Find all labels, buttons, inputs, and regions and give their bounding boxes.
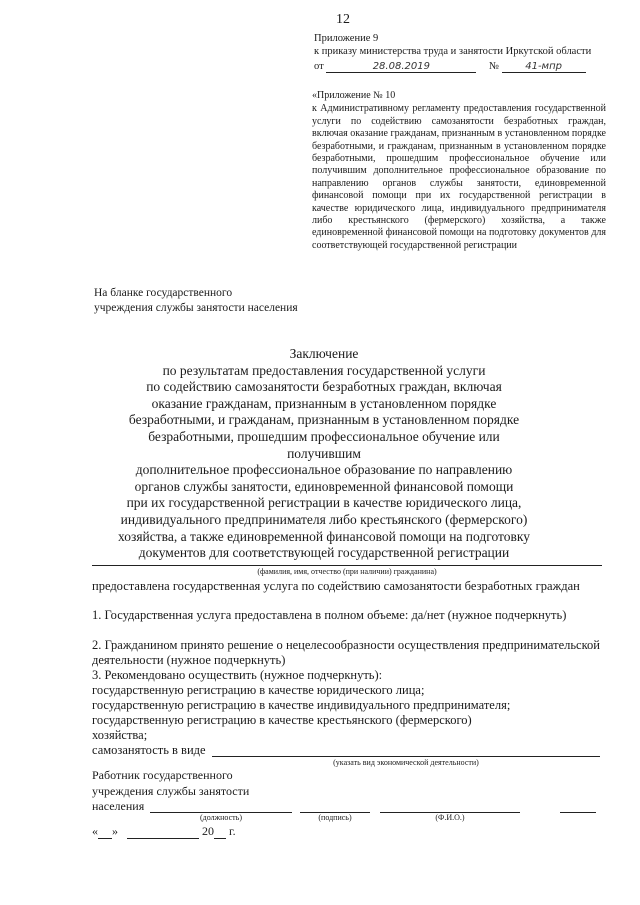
self-employment-label: самозанятость в виде — [92, 743, 206, 757]
annex-10-header — [312, 90, 606, 252]
title-line: документов для соответствующей государственной регистрации — [138, 545, 510, 561]
provided-text: предоставлена государственная услуга по содействию самозанятости безработных граждан — [92, 579, 580, 593]
title-line: индивидуального предпринимателя либо крестьянского (фермерского) — [120, 511, 528, 527]
year-prefix: 20 — [202, 824, 214, 838]
fio-line — [92, 565, 602, 566]
option-farm-cont: хозяйства; — [92, 728, 148, 742]
annex-9-date-row — [314, 60, 614, 73]
title-line: Заключение — [289, 346, 359, 361]
annex-10-title: «Приложение № 10 — [312, 90, 396, 101]
day-field — [98, 827, 112, 839]
fio-caption: (фамилия, имя, отчество (при наличии) гражданина) — [257, 567, 437, 576]
document-title — [110, 346, 538, 562]
title-line: по результатам предоставления государственной услуги — [162, 362, 486, 378]
position-caption: (должность) — [200, 813, 242, 822]
title-line: безработными, прошедшим профессиональное обучение или получившим — [148, 428, 500, 461]
title-line: безработными, и гражданам, признанным в установленном порядке — [128, 412, 520, 428]
letterhead-line-1: На бланке государственного — [94, 287, 233, 299]
extra-line — [560, 812, 596, 813]
option-farm: государственную регистрацию в качестве крестьянского (фермерского) — [92, 713, 472, 727]
option-legal-entity: государственную регистрацию в качестве юридического лица; — [92, 683, 425, 697]
fio-signature-caption: (Ф.И.О.) — [435, 813, 465, 822]
title-line: хозяйства, а также единовременной финансовой помощи на подготовку — [118, 528, 530, 544]
page-number: 12 — [336, 12, 350, 27]
signature-block — [92, 768, 612, 815]
title-line: оказание гражданам, признанным в установленном порядке — [151, 395, 497, 411]
item-1: 1. Государственная услуга предоставлена в полном объеме: да/нет (нужное подчеркнуть) — [92, 608, 567, 622]
option-entrepreneur: государственную регистрацию в качестве индивидуального предпринимателя; — [92, 698, 511, 712]
date-field — [326, 60, 476, 73]
signature-line-2: учреждения службы занятости — [92, 783, 250, 798]
annex-9-order: к приказу министерства труда и занятости Иркутской области — [314, 46, 592, 57]
letterhead-note — [94, 286, 298, 316]
title-line: при их государственной регистрации в качестве юридического лица, — [126, 495, 522, 511]
item-3: 3. Рекомендовано осуществить (нужное подчеркнуть): — [92, 668, 383, 682]
year-suffix: г. — [229, 824, 236, 838]
title-line: дополнительное профессиональное образование по направлению — [135, 462, 513, 478]
handwritten-number: 41-мпр — [525, 61, 562, 72]
annex-9-title: Приложение 9 — [314, 33, 379, 44]
item-2: 2. Гражданином принято решение о нецелесообразности осуществления предпринимательской деятельности (нужное подчеркнуть) — [92, 638, 600, 667]
activity-line — [212, 756, 600, 757]
from-label: от — [314, 61, 324, 72]
signature-line-1: Работник государственного — [92, 768, 233, 782]
annex-9-header — [314, 32, 614, 73]
month-field — [127, 827, 199, 839]
title-line: по содействию самозанятости безработных граждан, включая — [146, 379, 502, 395]
activity-caption: (указать вид экономической деятельности) — [333, 758, 479, 767]
year-field — [214, 827, 226, 839]
title-line: органов службы занятости, единовременной финансовой помощи — [134, 478, 514, 494]
annex-10-text: к Административному регламенту предоставления государственной услуги по содействию самозанятости безработных граждан, включая оказание гражданам, признанным в установленном порядке безработными, и гражданам, признанным в установленном порядке безработными, прошедшим профессиональное обучение или получившим дополнительное профессиональное образование по направлению органов службы занятости, единовременной финансовой помощи при их государственной регистрации в качестве юридического лица, индивидуального предпринимателя либо крестьянского (фермерского) хозяйства, а также единовременной финансовой помощи на подготовку документов для соответствующей государственной регистрации — [312, 103, 606, 251]
number-field — [502, 60, 586, 73]
handwritten-date: 28.08.2019 — [372, 61, 430, 72]
sign-caption: (подпись) — [318, 813, 352, 822]
number-label: № — [488, 61, 499, 72]
signature-date-row — [92, 824, 236, 839]
quote-close: » — [112, 824, 118, 838]
letterhead-line-2: учреждения службы занятости населения — [94, 302, 298, 314]
quote-open: « — [92, 824, 98, 838]
signature-line-3: населения — [92, 799, 145, 813]
